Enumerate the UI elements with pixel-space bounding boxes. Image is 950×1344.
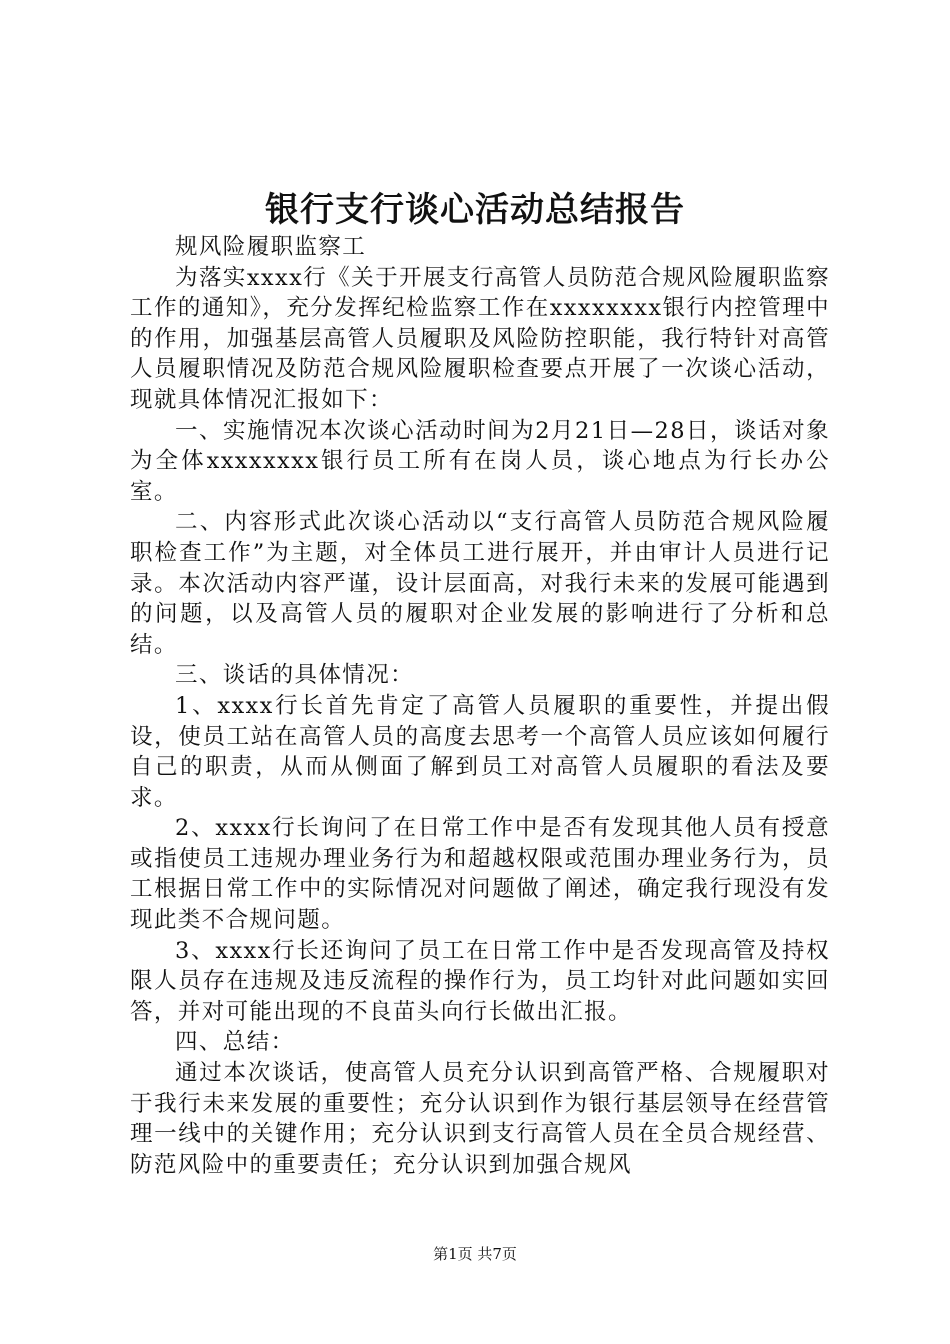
paragraph-summary: 通过本次谈话，使高管人员充分认识到高管严格、合规履职对于我行未来发展的重要性；充分认识到作为银行基层领导在经营管理一线中的关键作用；充分认识到支行高管人员在全员合规经营、防范风险中的重要责任；充分认识到加强合规风: [130, 1060, 830, 1178]
paragraph-item-2: 2、xxxx行长询问了在日常工作中是否有发现其他人员有授意或指使员工违规办理业务行为和超越权限或范围办理业务行为，员工根据日常工作中的实际情况对问题做了阐述，确定我行现没有发现此类不合规问题。: [130, 815, 830, 934]
page-number: 第1页 共7页: [433, 1245, 517, 1263]
paragraph-section-4-heading: 四、总结：: [175, 1029, 295, 1056]
document-body: [130, 232, 830, 1180]
paragraph-item-3: 3、xxxx行长还询问了员工在日常工作中是否发现高管及持权限人员存在违规及违反流程的操作行为，员工均针对此问题如实回答，并对可能出现的不良苗头向行长做出汇报。: [130, 937, 830, 1025]
paragraph-section-2: 二、内容形式此次谈心活动以“支行高管人员防范合规风险履职检查工作”为主题，对全体员工进行展开，并由审计人员进行记录。本次活动内容严谨，设计层面高，对我行未来的发展可能遇到的问题，以及高管人员的履职对企业发展的影响进行了分析和总结。: [130, 509, 830, 658]
paragraph-section-1: 一、实施情况本次谈心活动时间为2月21日—28日，谈话对象为全体xxxxxxxx银行员工所有在岗人员，谈心地点为行长办公室。: [130, 417, 830, 505]
paragraph-section-3-heading: 三、谈话的具体情况：: [175, 662, 415, 689]
paragraph-intro: 为落实xxxx行《关于开展支行高管人员防范合规风险履职监察工作的通知》，充分发挥纪检监察工作在xxxxxxxx银行内控管理中的作用，加强基层高管人员履职及风险防控职能，我行特针对高管人员履职情况及防范合规风险履职检查要点开展了一次谈心活动，现就具体情况汇报如下：: [130, 264, 830, 413]
document-title: 银行支行谈心活动总结报告: [265, 190, 685, 230]
paragraph-item-1: 1、xxxx行长首先肯定了高管人员履职的重要性，并提出假设，使员工站在高管人员的高度去思考一个高管人员应该如何履行自己的职责，从而从侧面了解到员工对高管人员履职的看法及要求。: [130, 692, 830, 811]
paragraph-subtitle: 规风险履职监察工: [175, 234, 367, 260]
